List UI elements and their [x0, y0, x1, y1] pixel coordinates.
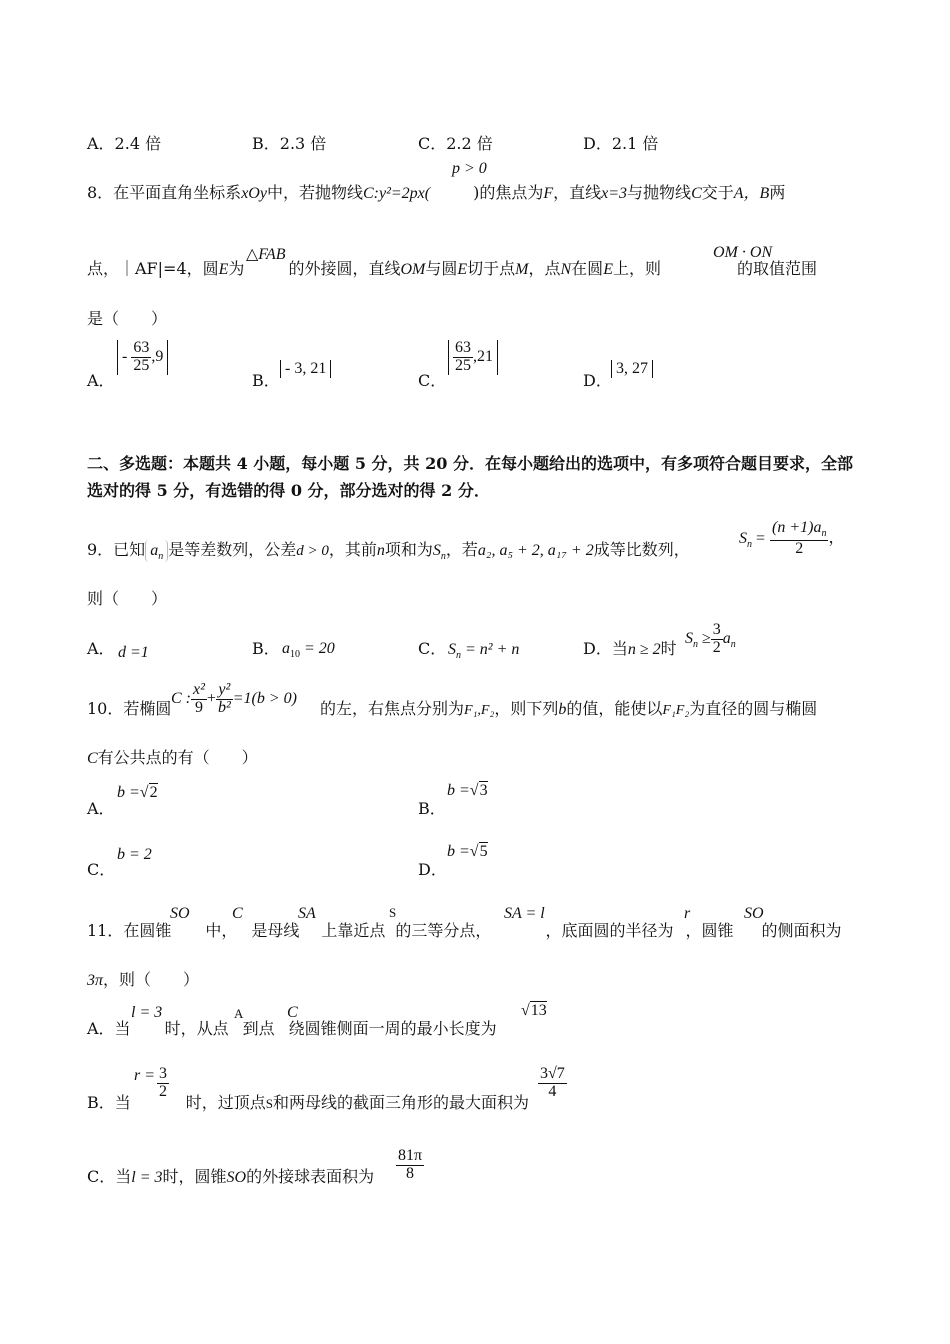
q9-sn-formula: $\frac{(n +1)a_n}{2}$ ，: [772, 519, 845, 557]
q8-option-d-value: 3, 27: [611, 360, 653, 378]
q10-option-c-label: C．: [87, 860, 116, 879]
q9-option-c-value: $S_n = n^2 + n$: [448, 641, 520, 662]
q9-option-b-value: $a_{10} = 20$: [282, 640, 335, 661]
q8-option-c-label: C．: [418, 371, 447, 390]
q8-line2: 点，｜AF|=4，圆E为 的外接圆，直线OM与圆E切于点M，点N在圆E上，则 的取值范围: [87, 259, 817, 278]
q8-line3: 是（ ）: [87, 309, 168, 328]
q7-option-a: A．2.4 倍: [87, 134, 162, 153]
q9-line2: 则（ ）: [87, 589, 168, 608]
q8-option-d-label: D．: [583, 371, 612, 390]
q10-line2: C有公共点的有（ ）: [87, 748, 258, 767]
q9-option-d: D．当n ≥ 2时: [583, 639, 677, 658]
q9-sn-label: $S_n$ =: [739, 530, 766, 551]
q9-line1: 9．已知 $a_n$ 是等差数列，公差d > 0，其前n项和为$S_n$，若a₂, a₅ + 2, a₁₇ + 2成等比数列，: [87, 540, 690, 563]
q11-option-a-cond: l = 3: [131, 1004, 163, 1021]
q10-line1-a: 10．若椭圆: [87, 699, 172, 718]
q11-c: C: [232, 905, 243, 922]
section2-heading-line2: 选对的得 5 分，有选错的得 0 分，部分选对的得 2 分．: [87, 481, 490, 500]
q10-option-d-label: D．: [418, 860, 447, 879]
q10-option-c-value: b = 2: [117, 846, 152, 863]
q8-triangle: △FAB: [246, 246, 286, 263]
q11-so-2: SO: [744, 905, 764, 922]
q11-option-b: B．当 时，过顶点S和两母线的截面三角形的最大面积为: [87, 1093, 530, 1112]
q10-option-b-label: B．: [418, 799, 446, 818]
q11-option-b-frac: $\frac{3}{2}$: [159, 1065, 167, 1100]
q9-option-c-label: C．: [418, 639, 447, 658]
q11-option-b-area: $\frac{3√7}{4}$: [540, 1065, 565, 1100]
q9-option-d-ineq: $S_n$ ≥ $\frac{3}{2}$ $a_n$: [685, 621, 736, 656]
q11-so-1: SO: [170, 905, 190, 922]
q10-option-b-value: b =√3: [447, 782, 488, 799]
q10-option-a-label: A．: [87, 799, 115, 818]
q8-option-c-value: $\frac{63}{25}$ ,21: [448, 340, 498, 375]
q8-option-a-value: - $\frac{63}{25}$ ,9: [117, 340, 168, 375]
q11-option-a: A．当 时，从点 到点 绕圆锥侧面一周的最小长度为: [87, 1019, 497, 1038]
q10-option-a-value: b =√2: [117, 784, 158, 801]
section2-heading-line1: 二、多选题：本题共 4 小题，每小题 5 分，共 20 分．在每小题给出的选项中，有多项符合题目要求，全部: [87, 454, 853, 473]
q11-line2: 3π，则（ ）: [87, 970, 200, 989]
q9-option-a-label: A．: [87, 639, 115, 658]
q8-option-b-label: B．: [252, 371, 280, 390]
q10-option-d-value: b =√5: [447, 843, 488, 860]
q11-option-a-pt2: C: [287, 1004, 298, 1021]
q8-condition: p > 0: [452, 160, 487, 177]
q11-sal: SA = l: [504, 905, 545, 922]
q11-r: r: [684, 905, 691, 922]
q11-line1: 11．在圆锥 中， 是母线 上靠近点 的三等分点， ，底面圆的半径为 ，圆锥 的侧面积为: [87, 921, 842, 940]
q10-line1-b: 的左，右焦点分别为F₁,F₂，则下列b的值，能使以F₁F₂为直径的圆与椭圆: [320, 699, 818, 718]
q8-dot-product: OM · ON: [713, 244, 773, 261]
q7-option-b: B．2.3 倍: [252, 134, 327, 153]
q7-option-d: D．2.1 倍: [583, 134, 659, 153]
q11-option-a-pt1: A: [234, 1006, 244, 1021]
q8-option-a-label: A．: [87, 371, 115, 390]
q11-option-c: C．当l = 3时，圆锥SO的外接球表面积为: [87, 1167, 375, 1186]
q9-option-a-value: d =1: [118, 644, 149, 661]
q11-s: S: [389, 905, 397, 920]
q10-ellipse-eq: C : $\frac{\text{x²}}{9}$ + $\frac{\text{y²}}{\text{b²}}$ =1(b > 0): [171, 681, 297, 716]
q11-option-a-rad: √13: [521, 1002, 547, 1019]
q8-option-b-value: - 3, 21: [280, 360, 331, 378]
q11-option-b-lhs: r =: [134, 1067, 156, 1084]
q11-sa: SA: [298, 905, 316, 922]
q8-line1: 8．在平面直角坐标系xOy中，若抛物线C:y²=2px( )的焦点为F，直线x=3与抛物线C交于A，B两: [87, 183, 786, 202]
q11-option-c-frac: $\frac{81\pi}{8}$: [398, 1147, 423, 1182]
q7-option-c: C．2.2 倍: [418, 134, 493, 153]
q9-option-b-label: B．: [252, 639, 280, 658]
